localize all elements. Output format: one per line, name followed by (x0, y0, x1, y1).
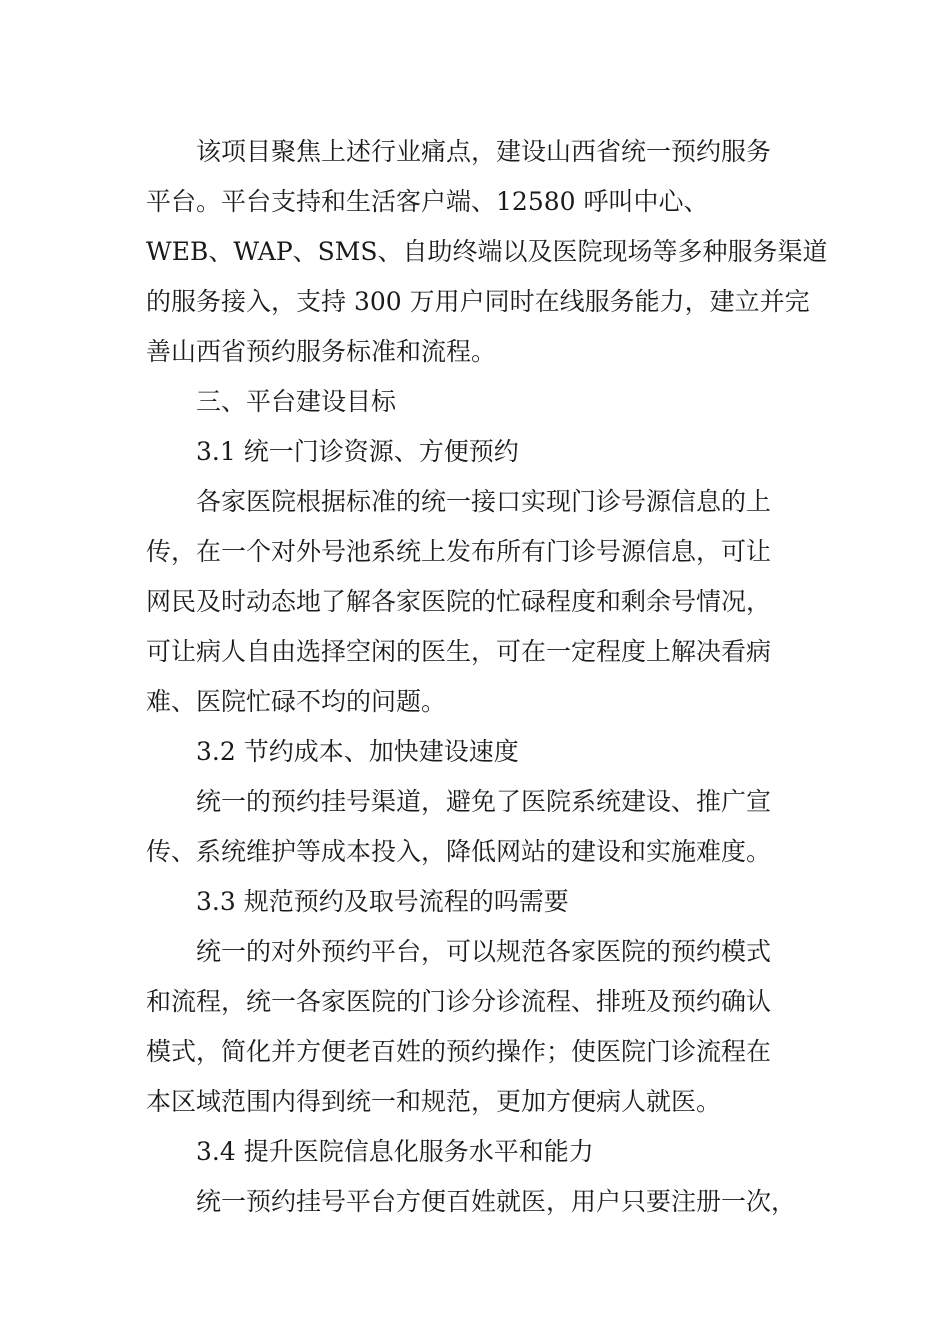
paragraph-line: 难、医院忙碌不均的问题。 (146, 687, 447, 716)
section-heading: 三、平台建设目标 (196, 387, 397, 416)
document-body (146, 127, 828, 1227)
paragraph-line: 平台。平台支持和生活客户端、12580 呼叫中心、 (146, 187, 709, 216)
paragraph-line: 传，在一个对外号池系统上发布所有门诊号源信息，可让 (146, 537, 772, 566)
paragraph-line: 本区域范围内得到统一和规范，更加方便病人就医。 (146, 1087, 722, 1116)
paragraph-line: 各家医院根据标准的统一接口实现门诊号源信息的上 (196, 487, 772, 516)
subsection-heading: 3.2 节约成本、加快建设速度 (196, 737, 519, 766)
paragraph-line: 的服务接入，支持 300 万用户同时在线服务能力，建立并完 (146, 287, 810, 316)
paragraph-line: 统一的对外预约平台，可以规范各家医院的预约模式 (196, 937, 772, 966)
subsection-heading: 3.1 统一门诊资源、方便预约 (196, 437, 519, 466)
paragraph-line: 该项目聚焦上述行业痛点，建设山西省统一预约服务 (196, 137, 772, 166)
subsection-heading: 3.3 规范预约及取号流程的吗需要 (196, 887, 569, 916)
paragraph-line: 善山西省预约服务标准和流程。 (146, 337, 497, 366)
paragraph-line: 网民及时动态地了解各家医院的忙碌程度和剩余号情况， (146, 587, 772, 616)
paragraph-line: 模式，简化并方便老百姓的预约操作；使医院门诊流程在 (146, 1037, 772, 1066)
paragraph-line: 统一的预约挂号渠道，避免了医院系统建设、推广宣 (196, 787, 772, 816)
paragraph-line: 可让病人自由选择空闲的医生，可在一定程度上解决看病 (146, 637, 772, 666)
paragraph-line: 传、系统维护等成本投入，降低网站的建设和实施难度。 (146, 837, 772, 866)
paragraph-line: WEB、WAP、SMS、自助终端以及医院现场等多种服务渠道 (146, 237, 828, 266)
paragraph-line: 和流程，统一各家医院的门诊分诊流程、排班及预约确认 (146, 987, 772, 1016)
subsection-heading: 3.4 提升医院信息化服务水平和能力 (196, 1137, 594, 1166)
paragraph-line: 统一预约挂号平台方便百姓就医，用户只要注册一次， (196, 1187, 797, 1216)
